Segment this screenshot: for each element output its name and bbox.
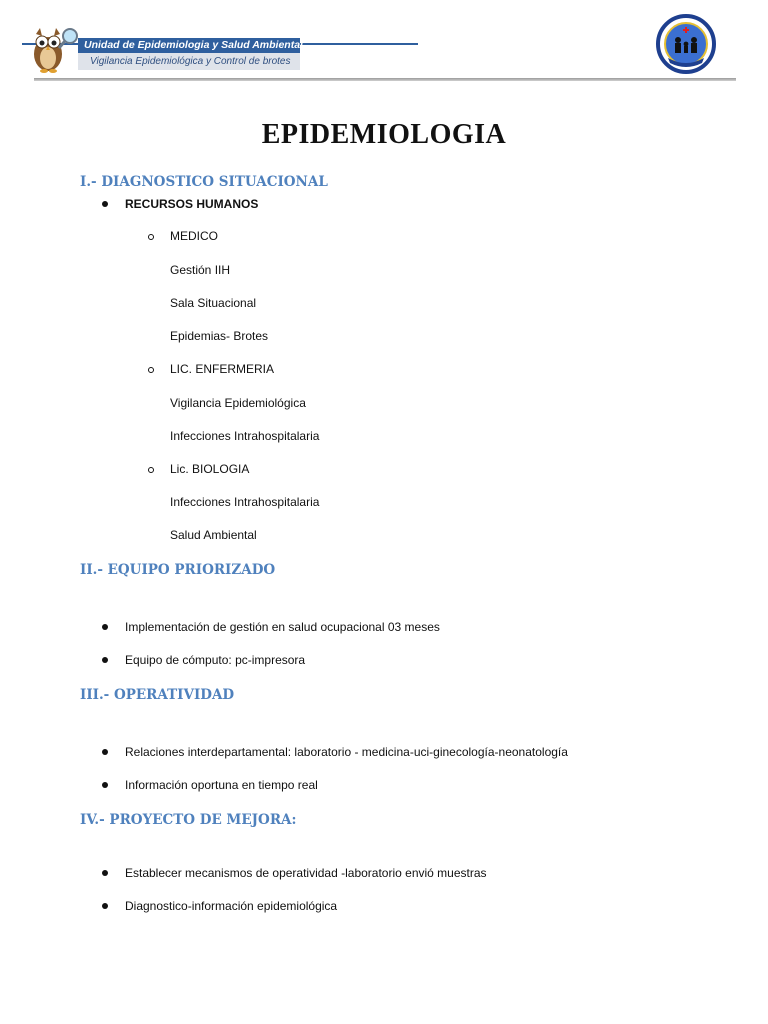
list-item: Diagnostico-información epidemiológica bbox=[125, 899, 338, 913]
list-item: Salud Ambiental bbox=[170, 528, 257, 542]
list-item: Implementación de gestión en salud ocupacional 03 meses bbox=[125, 620, 440, 634]
group-label-enfermeria: LIC. ENFERMERIA bbox=[170, 362, 275, 376]
list-item: Establecer mecanismos de operatividad -laboratorio envió muestras bbox=[125, 866, 487, 880]
owl-mascot-icon bbox=[26, 22, 82, 74]
bullet-icon bbox=[102, 870, 108, 876]
section-heading-diagnostico: I.- DIAGNOSTICO SITUACIONAL bbox=[80, 174, 328, 190]
group-label-medico: MEDICO bbox=[170, 229, 218, 243]
list-item: Gestión IIH bbox=[170, 263, 231, 277]
bullet-icon bbox=[102, 749, 108, 755]
bullet-icon bbox=[102, 782, 108, 788]
bullet-icon bbox=[102, 201, 108, 207]
list-item: Infecciones Intrahospitalaria bbox=[170, 429, 320, 443]
hollow-bullet-icon bbox=[148, 367, 154, 373]
list-item: Vigilancia Epidemiológica bbox=[170, 396, 306, 410]
unit-name-banner: Unidad de Epidemiologia y Salud Ambiental bbox=[78, 38, 300, 53]
group-label-biologia: Lic. BIOLOGIA bbox=[170, 462, 250, 476]
section-heading-operatividad: III.- OPERATIVIDAD bbox=[80, 687, 235, 703]
bullet-icon bbox=[102, 657, 108, 663]
list-item-recursos-humanos: RECURSOS HUMANOS bbox=[125, 197, 259, 211]
bullet-icon bbox=[102, 624, 108, 630]
section-heading-proyecto: IV.- PROYECTO DE MEJORA: bbox=[80, 812, 297, 828]
list-item: Relaciones interdepartamental: laboratorio - medicina-uci-ginecología-neonatología bbox=[125, 745, 568, 759]
list-item: Epidemias- Brotes bbox=[170, 329, 269, 343]
section-heading-equipo: II.- EQUIPO PRIORIZADO bbox=[80, 562, 276, 578]
list-item: Infecciones Intrahospitalaria bbox=[170, 495, 320, 509]
hollow-bullet-icon bbox=[148, 234, 154, 240]
unit-subtitle-banner: Vigilancia Epidemiológica y Control de brotes bbox=[78, 53, 300, 70]
header-divider bbox=[34, 78, 736, 81]
list-item: Sala Situacional bbox=[170, 296, 257, 310]
hollow-bullet-icon bbox=[148, 467, 154, 473]
bullet-icon bbox=[102, 903, 108, 909]
page-title: EPIDEMIOLOGIA bbox=[261, 119, 507, 150]
hospital-seal-icon bbox=[654, 14, 718, 74]
list-item: Información oportuna en tiempo real bbox=[125, 778, 318, 792]
list-item: Equipo de cómputo: pc-impresora bbox=[125, 653, 306, 667]
